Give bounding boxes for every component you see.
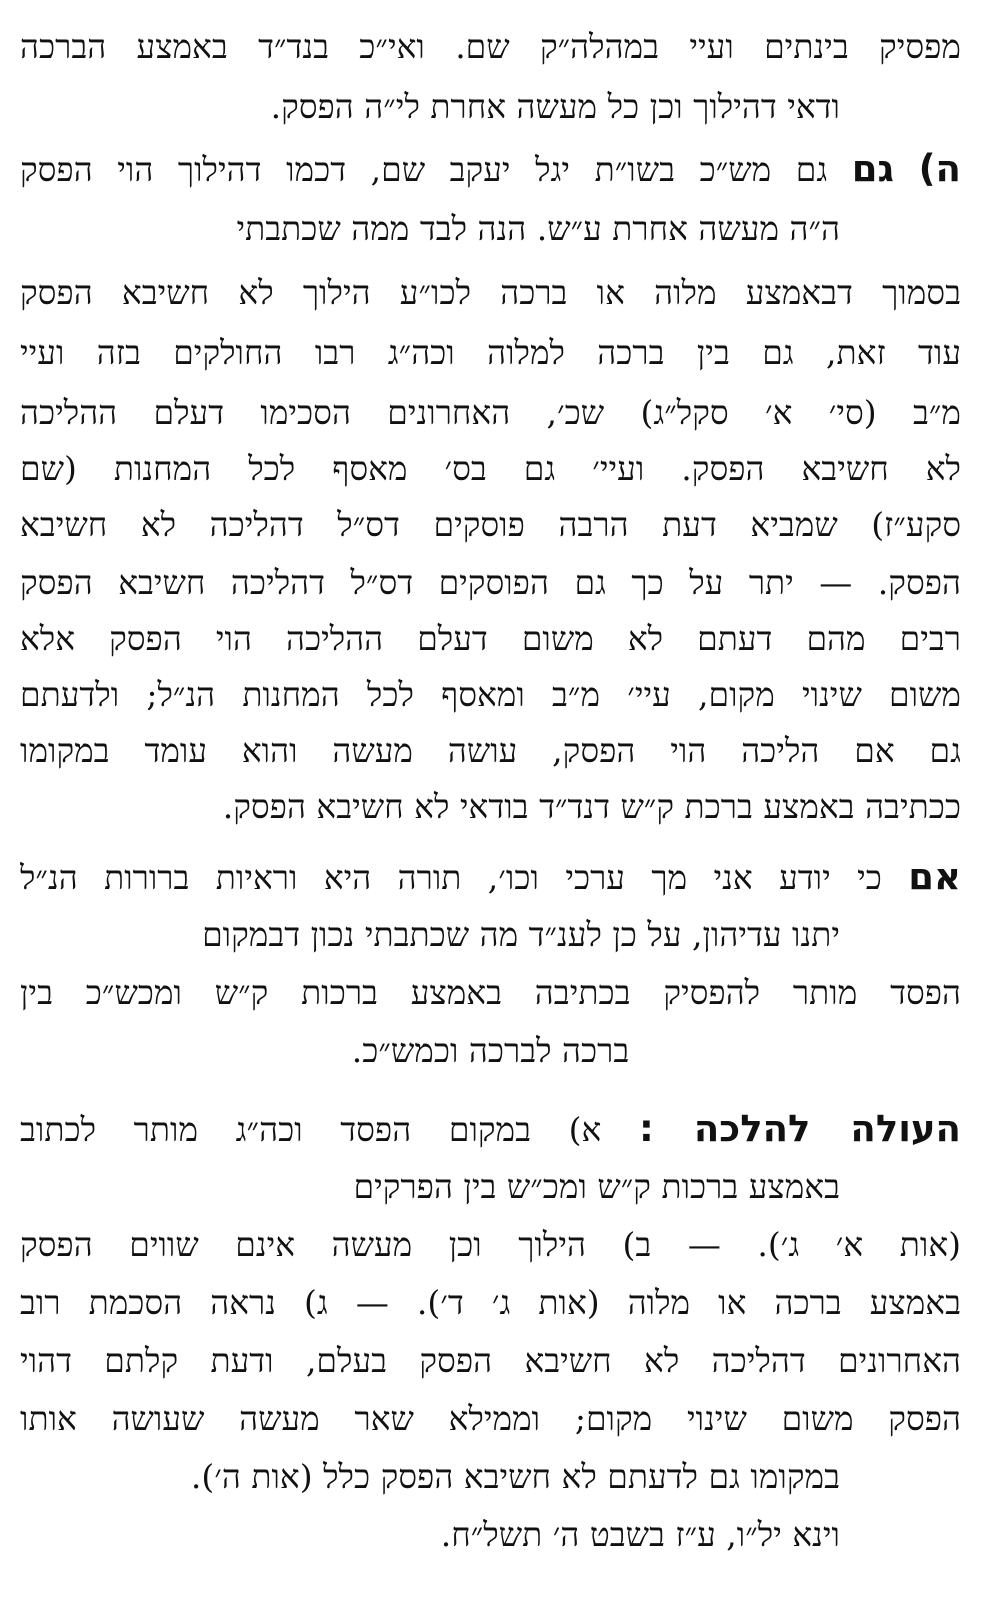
text-line-3-body: גם מש״כ בשו״ת יגל יעקב שם, דכמו דהילוך הוי הפסק bbox=[20, 150, 828, 189]
text-line-2: ודאי דהילוך וכן כל מעשה אחרת לי״ה הפסק. bbox=[270, 87, 840, 126]
text-line-8: לא חשיבא הפסק. ועיי׳ גם בס׳ מאסף לכל המחנות (שם bbox=[20, 449, 961, 488]
text-line-15-body: כי יודע אני מך ערכי וכו׳, תורה היא וראיות ברורות הנ״ל bbox=[20, 858, 882, 897]
text-line-1: מפסיק בינתים ועיי במהלה״ק שם. ואי״כ בנד״ד באמצע הברכה bbox=[20, 27, 961, 66]
text-line-12: משום שינוי מקום, עיי׳ מ״ב ומאסף לכל המחנות הנ״ל; ולדעתם bbox=[20, 675, 961, 714]
signature-line: וינא יל״ו, ע״ז בשבט ה׳ תשל״ח. bbox=[440, 1515, 840, 1554]
section-lead-word: גם bbox=[851, 147, 895, 190]
summary-line-1-body: א) במקום הפסד וכה״ג מותר לכתוב bbox=[20, 1110, 602, 1149]
section-lead-word-2: אם bbox=[908, 855, 961, 898]
summary-heading: העולה להלכה : bbox=[638, 1107, 961, 1150]
summary-line-2: באמצע ברכות ק״ש ומכ״ש בין הפרקים bbox=[353, 1167, 840, 1206]
text-line-4: ה״ה מעשה אחרת ע״ש. הנה לבד ממה שכתבתי bbox=[236, 209, 840, 248]
text-line-9: סקע״ז) שמביא דעת הרבה פוסקים דס״ל דהליכה לא חשיבא bbox=[20, 505, 961, 544]
text-line-3 bbox=[20, 138, 961, 200]
section-letter: ה) bbox=[918, 147, 961, 190]
text-line-17: הפסד מותר להפסיק בכתיבה באמצע ברכות ק״ש ומכש״כ בין bbox=[20, 973, 961, 1012]
text-line-11: רבים מהם דעתם לא משום דעלם ההליכה הוי הפסק אלא bbox=[20, 619, 961, 658]
summary-line-7: במקומו גם לדעתם לא חשיבא הפסק כלל (אות ה׳). bbox=[190, 1457, 840, 1496]
text-line-7: מ״ב (סי׳ א׳ סקל״ג) שכ׳, האחרונים הסכימו דעלם ההליכה bbox=[20, 393, 961, 432]
text-line-15 bbox=[20, 846, 961, 908]
text-line-16: יתנו עדיהון, על כן לענ״ד מה שכתבתי נכון דבמקום bbox=[202, 915, 840, 954]
text-line-10: הפסק. — יתר על כך גם הפוסקים דס״ל דהליכה חשיבא הפסק bbox=[20, 563, 961, 602]
text-line-5: בסמוך דבאמצע מלוה או ברכה לכו״ע הילוך לא חשיבא הפסק bbox=[20, 273, 961, 312]
text-line-18: ברכה לברכה וכמש״כ. bbox=[351, 1031, 630, 1070]
text-line-14: ככתיבה באמצע ברכת ק״ש דנד״ד בודאי לא חשיבא הפסק. bbox=[222, 787, 961, 826]
text-line-6: עוד זאת, גם בין ברכה למלוה וכה״ג רבו החולקים בזה ועיי bbox=[20, 333, 961, 372]
summary-line-4: באמצע ברכה או מלוה (אות ג׳ ד׳). — ג) נראה הסכמת רוב bbox=[20, 1283, 961, 1322]
summary-line-3: (אות א׳ ג׳). — ב) הילוך וכן מעשה אינם שווים הפסק bbox=[20, 1225, 961, 1264]
summary-line-5: האחרונים דהליכה לא חשיבא הפסק בעלם, ודעת קלתם דהוי bbox=[20, 1341, 961, 1380]
summary-line-1 bbox=[20, 1098, 961, 1160]
summary-line-6: הפסק משום שינוי מקום; וממילא שאר מעשה שעושה אותו bbox=[20, 1399, 961, 1438]
text-line-13: גם אם הליכה הוי הפסק, עושה מעשה והוא עומד במקומו bbox=[20, 731, 961, 770]
